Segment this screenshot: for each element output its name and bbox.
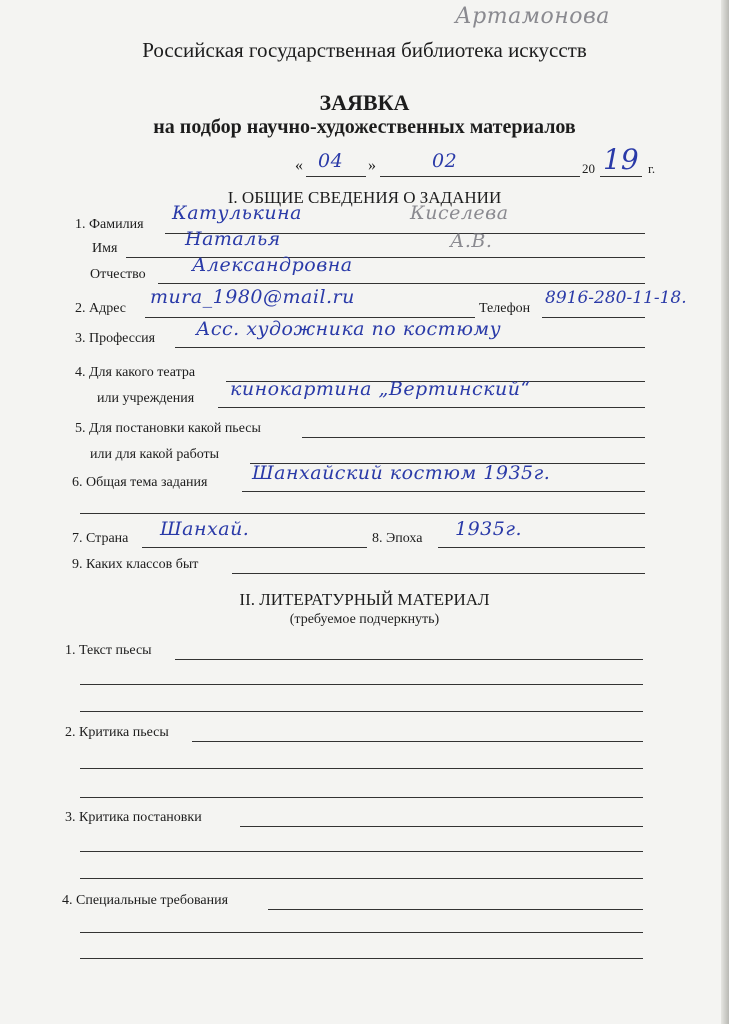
address-field[interactable]: 2. Адрес mura_1980@mail.ru	[0, 296, 729, 318]
form-title: ЗАЯВКА	[319, 90, 410, 115]
name-field[interactable]: Имя Наталья А.В.	[0, 236, 729, 258]
topic-extra-line	[80, 513, 645, 514]
play-criticism-field[interactable]: 2. Критика пьесы	[0, 720, 729, 742]
surname-field[interactable]: 1. Фамилия Катулькина Киселева	[0, 212, 729, 234]
theatre-field[interactable]: 4. Для какого театра	[0, 360, 729, 382]
profession-field[interactable]: 3. Профессия Асс. художника по костюму	[0, 326, 729, 348]
institution-field[interactable]: или учреждения кинокартина „Вертинский“	[0, 386, 729, 408]
classes-field[interactable]: 9. Каких классов быт	[0, 552, 729, 574]
play-field[interactable]: 5. Для постановки какой пьесы	[0, 416, 729, 438]
institution-name: Российская государственная библиотека искусств	[142, 38, 587, 62]
special-requirements-field[interactable]: 4. Специальные требования	[0, 888, 729, 910]
date-day[interactable]: 04	[318, 150, 344, 172]
date-year-prefix: 20	[582, 161, 595, 176]
date-year[interactable]: 19	[603, 143, 639, 176]
play-text-field[interactable]: 1. Текст пьесы	[0, 638, 729, 660]
pencil-annotation: Артамонова	[455, 4, 610, 29]
topic-field[interactable]: 6. Общая тема задания Шанхайский костюм 1935г.	[0, 470, 729, 492]
form-subtitle: на подбор научно-художественных материалов	[153, 116, 576, 138]
page-edge	[721, 0, 729, 1024]
country-field[interactable]: 7. Страна Шанхай.	[0, 526, 729, 548]
epoch-field[interactable]: 8. Эпоха 1935г.	[0, 526, 729, 548]
section1-heading: I. ОБЩИЕ СВЕДЕНИЯ О ЗАДАНИИ	[227, 188, 502, 207]
production-criticism-field[interactable]: 3. Критика постановки	[0, 805, 729, 827]
date-close-quote: »	[368, 157, 376, 174]
section2-heading: II. ЛИТЕРАТУРНЫЙ МАТЕРИАЛ	[239, 590, 490, 609]
work-field[interactable]: или для какой работы	[0, 442, 729, 464]
section2-note: (требуемое подчеркнуть)	[289, 612, 440, 627]
patronymic-field[interactable]: Отчество Александровна	[0, 262, 729, 284]
date-open-quote: «	[295, 157, 303, 174]
phone-field[interactable]: Телефон 8916-280-11-18.	[0, 296, 729, 318]
date-month[interactable]: 02	[432, 150, 458, 172]
date-year-suffix: г.	[648, 161, 656, 176]
